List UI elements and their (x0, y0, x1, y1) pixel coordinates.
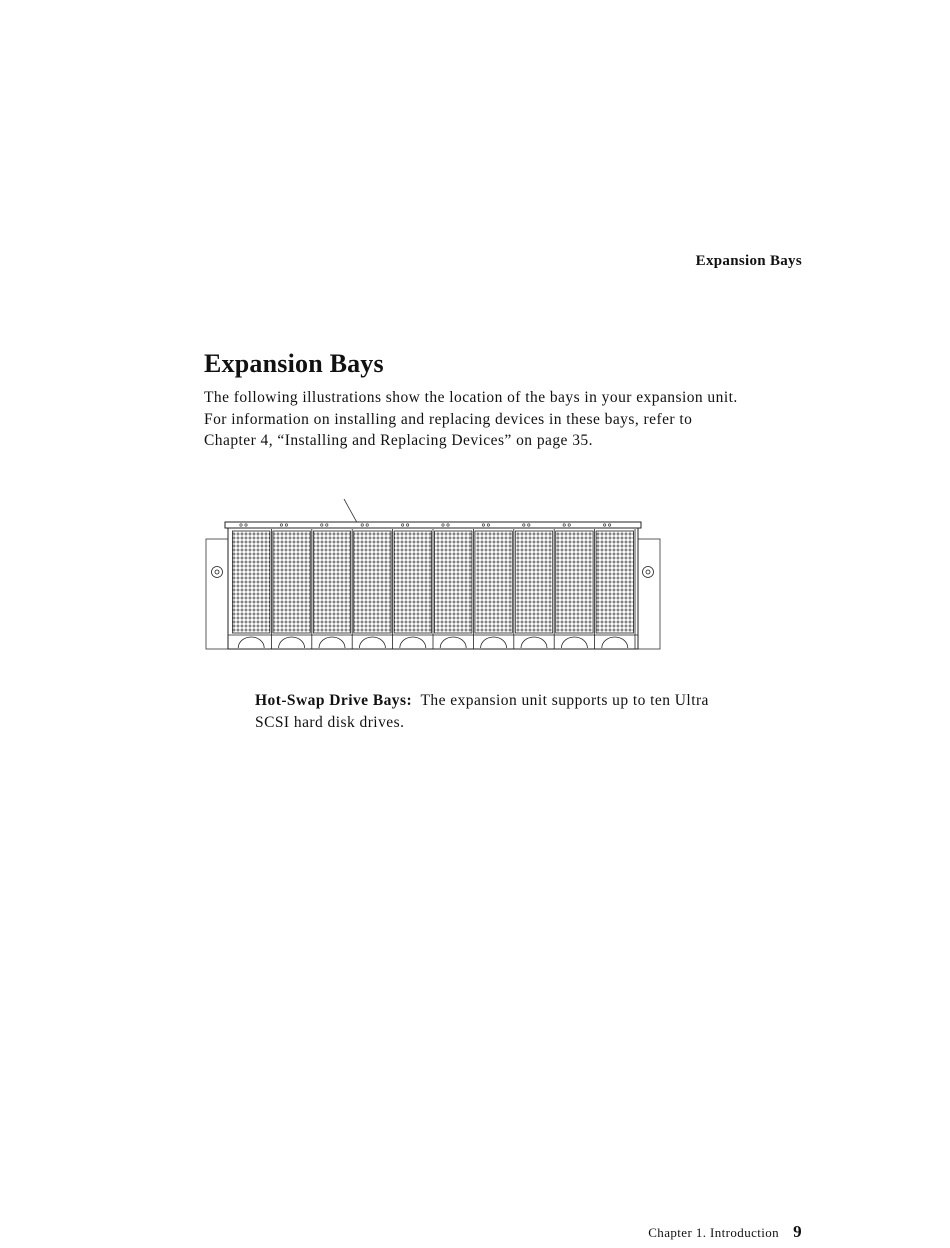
running-header: Expansion Bays (695, 253, 802, 269)
figure-caption (255, 690, 725, 733)
drive-bay (475, 524, 514, 649)
intro-paragraph: The following illustrations show the location of the bays in your expansion unit. For information on installing and replacing devices in these bays, refer to Chapter 4, “Installing and Replacing Devices” on page 35. (204, 389, 738, 449)
expansion-unit-illustration (204, 496, 662, 652)
drive-bay (596, 524, 635, 649)
page-number: 9 (793, 1222, 802, 1241)
drive-bay (394, 524, 433, 649)
expansion-unit-figure (204, 496, 662, 652)
caption-term: Hot-Swap Drive Bays: (255, 692, 413, 709)
page-footer (648, 1222, 802, 1242)
drive-bay (354, 524, 393, 649)
footer-chapter: Chapter 1. Introduction (648, 1225, 780, 1240)
drive-bay (435, 524, 474, 649)
left-mounting-ear (206, 539, 228, 649)
drive-bay (313, 524, 352, 649)
section-title: Expansion Bays (204, 349, 384, 378)
drive-bay (233, 524, 272, 649)
right-mounting-ear (638, 539, 660, 649)
drive-bay (273, 524, 312, 649)
caption-text: The expansion unit supports up to ten Ultra SCSI hard disk drives. (255, 692, 709, 731)
drive-bay (556, 524, 595, 649)
drive-bay (515, 524, 554, 649)
